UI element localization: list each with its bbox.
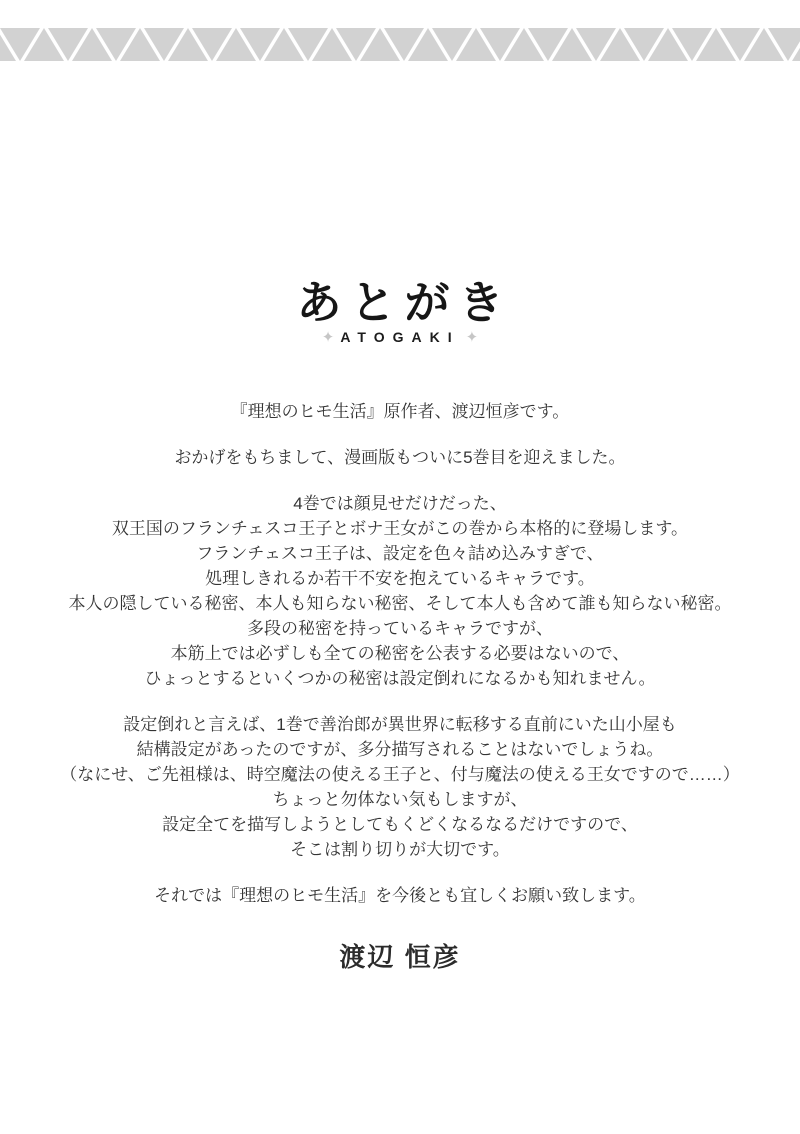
paragraph-closing xyxy=(0,883,800,908)
text-line: 設定倒れと言えば、1巻で善治郎が異世界に転移する直前にいた山小屋も xyxy=(123,715,677,734)
afterword-body xyxy=(0,399,800,908)
text-line: 『理想のヒモ生活』原作者、渡辺恒彦です。 xyxy=(230,402,570,421)
text-line: そこは割り切りが大切です。 xyxy=(290,840,510,859)
page-subtitle xyxy=(0,331,800,344)
author-signature: 渡辺 恒彦 xyxy=(339,942,461,972)
text-line: おかげをもちまして、漫画版もついに5巻目を迎えました。 xyxy=(174,448,626,467)
paragraph-intro xyxy=(0,399,800,424)
sparkle-right-icon: ✦ xyxy=(465,329,479,346)
text-line: 処理しきれるか若干不安を抱えているキャラです。 xyxy=(205,569,595,588)
text-line: 結構設定があったのですが、多分描写されることはないでしょうね。 xyxy=(136,740,664,759)
page-title: あとがき xyxy=(296,277,513,328)
paragraph-volume5 xyxy=(0,445,800,470)
text-line: 本人の隠している秘密、本人も知らない秘密、そして本人も含めて誰も知らない秘密。 xyxy=(68,594,732,613)
text-line: ひょっとするといくつかの秘密は設定倒れになるかも知れません。 xyxy=(144,669,656,688)
zigzag-pattern-icon xyxy=(0,28,800,61)
text-line: 4巻では顔見せだけだった、 xyxy=(293,494,507,513)
paragraph-characters xyxy=(0,491,800,691)
text-line: フランチェスコ王子は、設定を色々詰め込みすぎで、 xyxy=(196,544,604,563)
sparkle-left-icon: ✦ xyxy=(321,329,335,346)
zigzag-border xyxy=(0,28,800,61)
afterword-content xyxy=(0,61,800,972)
text-line: それでは『理想のヒモ生活』を今後とも宜しくお願い致します。 xyxy=(154,886,646,905)
text-line: （なにせ、ご先祖様は、時空魔法の使える王子と、付与魔法の使える王女ですので……） xyxy=(60,765,740,784)
text-line: 多段の秘密を持っているキャラですが、 xyxy=(247,619,553,638)
text-line: 双王国のフランチェスコ王子とボナ王女がこの巻から本格的に登場します。 xyxy=(111,519,689,538)
text-line: 設定全てを描写しようとしてもくどくなるなるだけですので、 xyxy=(162,815,638,834)
text-line: ちょっと勿体ない気もしますが、 xyxy=(272,790,528,809)
text-line: 本筋上では必ずしも全ての秘密を公表する必要はないので、 xyxy=(170,644,630,663)
page-subtitle-text: ATOGAKI xyxy=(340,329,460,345)
paragraph-settings xyxy=(0,712,800,862)
